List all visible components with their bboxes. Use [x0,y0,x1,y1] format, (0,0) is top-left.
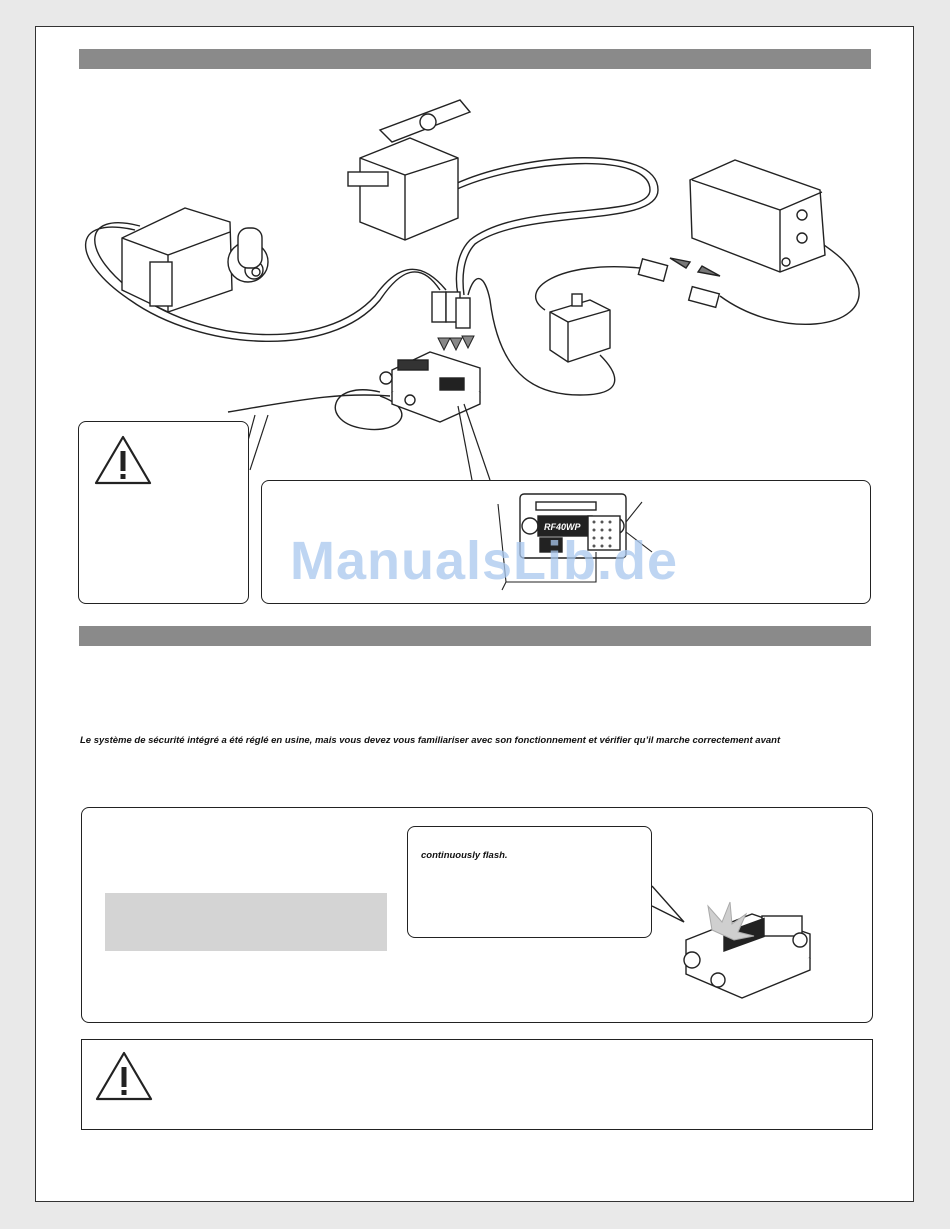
receiver-model-label: RF40WP [544,522,581,532]
failsafe-highlight-block [105,893,387,951]
warning-callout-box [78,421,249,604]
section-header-bar-failsafe [79,626,871,646]
led-callout-box [407,826,652,938]
receiver-led-flash-illustration [672,900,822,1010]
bottom-warning-box [81,1039,873,1130]
watermark: ManualsLib.de [290,531,679,591]
warning-triangle-icon [93,434,153,486]
warning-triangle-icon [94,1050,154,1102]
failsafe-intro-text-fr: Le système de sécurité intégré a été réglé en usine, mais vous devez vous familiariser avec son fonctionnement et vérifier qu’il marche correctement avant [80,735,781,746]
led-callout-text: continuously flash. [421,850,508,861]
